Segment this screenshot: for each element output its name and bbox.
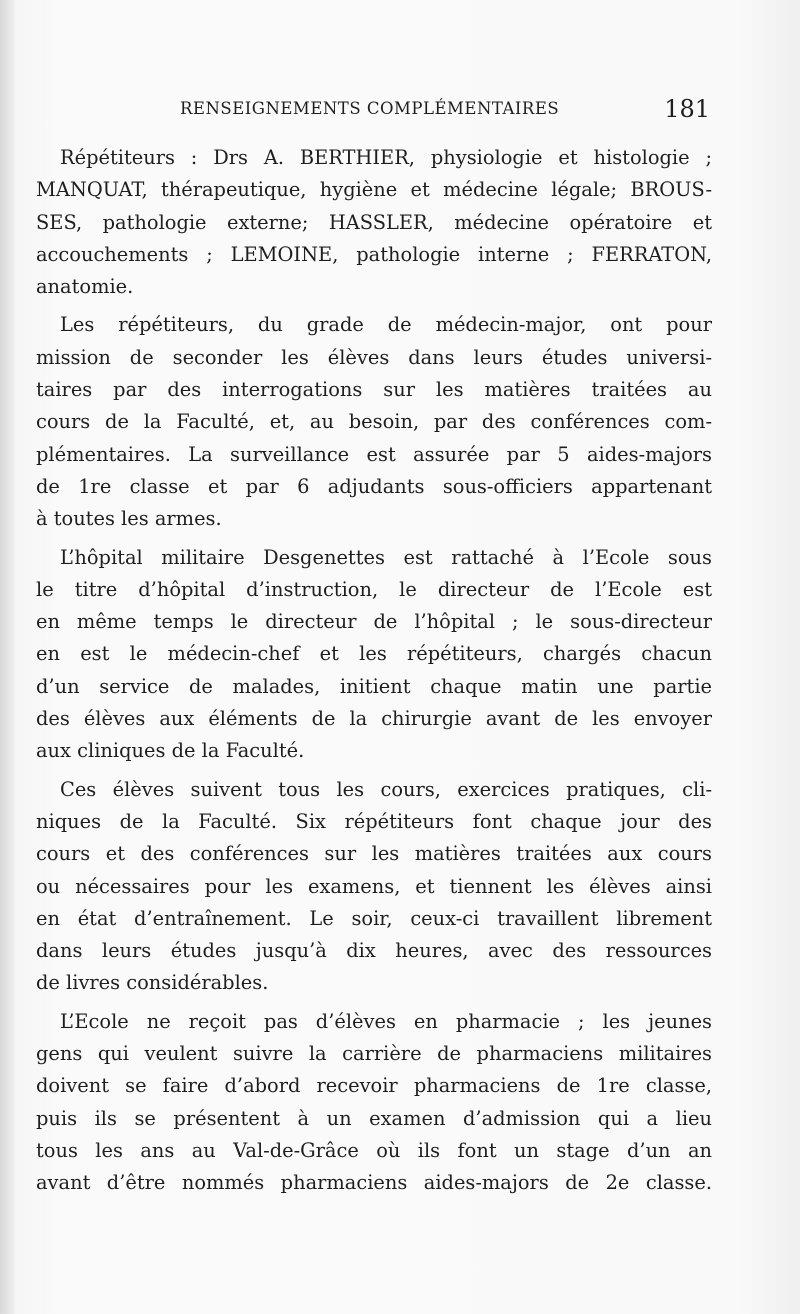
text-line: avant d’être nommés pharmaciens aides-majors de 2e classe. bbox=[36, 1171, 712, 1195]
text-line: gens qui veulent suivre la carrière de pharmaciens militaires bbox=[36, 1042, 712, 1066]
text-line: le titre d’hôpital d’instruction, le directeur de l’Ecole est bbox=[36, 577, 712, 601]
text-line: tous les ans au Val-de-Grâce où ils font un stage d’un an bbox=[36, 1138, 712, 1162]
text-line: L’Ecole ne reçoit pas d’élèves en pharmacie ; les jeunes bbox=[60, 1009, 712, 1033]
text-line: puis ils se présentent à un examen d’admission qui a lieu bbox=[36, 1106, 712, 1130]
paragraph-eleves-cours bbox=[36, 774, 712, 1000]
text-line: plémentaires. La surveillance est assurée par 5 aides-majors bbox=[36, 442, 712, 466]
text-line: de 1re classe et par 6 adjudants sous-officiers appartenant bbox=[36, 474, 712, 498]
text-line: d’un service de malades, initient chaque matin une partie bbox=[36, 674, 712, 698]
paragraph-repetiteurs-list bbox=[36, 142, 712, 303]
text-line: taires par des interrogations sur les matières traitées au bbox=[36, 378, 712, 402]
text-line: de livres considérables. bbox=[36, 971, 269, 995]
text-line: accouchements ; LEMOINE, pathologie interne ; FERRATON, bbox=[36, 242, 712, 266]
page-number: 181 bbox=[664, 95, 710, 123]
text-line: en est le médecin-chef et les répétiteurs, chargés chacun bbox=[36, 642, 712, 666]
text-line: à toutes les armes. bbox=[36, 507, 222, 531]
running-head bbox=[180, 96, 710, 122]
text-line: SES, pathologie externe; HASSLER, médecine opératoire et bbox=[36, 210, 712, 234]
paragraph-repetiteurs-mission bbox=[36, 309, 712, 535]
text-line: Les répétiteurs, du grade de médecin-major, ont pour bbox=[60, 313, 712, 337]
text-line: en même temps le directeur de l’hôpital ; le sous-directeur bbox=[36, 610, 712, 634]
text-line: niques de la Faculté. Six répétiteurs font chaque jour des bbox=[36, 809, 712, 833]
text-line: cours et des conférences sur les matières traitées aux cours bbox=[36, 842, 712, 866]
text-line: doivent se faire d’abord recevoir pharmaciens de 1re classe, bbox=[36, 1074, 712, 1098]
text-line: mission de seconder les élèves dans leurs études universi- bbox=[36, 345, 712, 369]
page-binding-edge bbox=[0, 0, 14, 1314]
running-title: RENSEIGNEMENTS COMPLÉMENTAIRES bbox=[180, 99, 560, 118]
body-text bbox=[36, 142, 712, 1200]
text-line: ou nécessaires pour les examens, et tiennent les élèves ainsi bbox=[36, 874, 712, 898]
text-line: cours de la Faculté, et, au besoin, par des conférences com- bbox=[36, 410, 712, 434]
paragraph-pharmacie bbox=[36, 1006, 712, 1200]
paragraph-hopital-desgenettes bbox=[36, 542, 712, 768]
text-line: Ces élèves suivent tous les cours, exercices pratiques, cli- bbox=[60, 777, 712, 801]
text-line: en état d’entraînement. Le soir, ceux-ci travaillent librement bbox=[36, 906, 712, 930]
text-line: des élèves aux éléments de la chirurgie avant de les envoyer bbox=[36, 707, 712, 731]
text-line: anatomie. bbox=[36, 275, 134, 299]
text-line: aux cliniques de la Faculté. bbox=[36, 739, 305, 763]
text-line: dans leurs études jusqu’à dix heures, avec des ressources bbox=[36, 939, 712, 963]
text-line: Répétiteurs : Drs A. BERTHIER, physiologie et histologie ; bbox=[60, 146, 712, 169]
text-line: MANQUAT, thérapeutique, hygiène et médecine légale; BROUS- bbox=[36, 178, 712, 202]
text-line: L’hôpital militaire Desgenettes est rattaché à l’Ecole sous bbox=[60, 545, 712, 569]
